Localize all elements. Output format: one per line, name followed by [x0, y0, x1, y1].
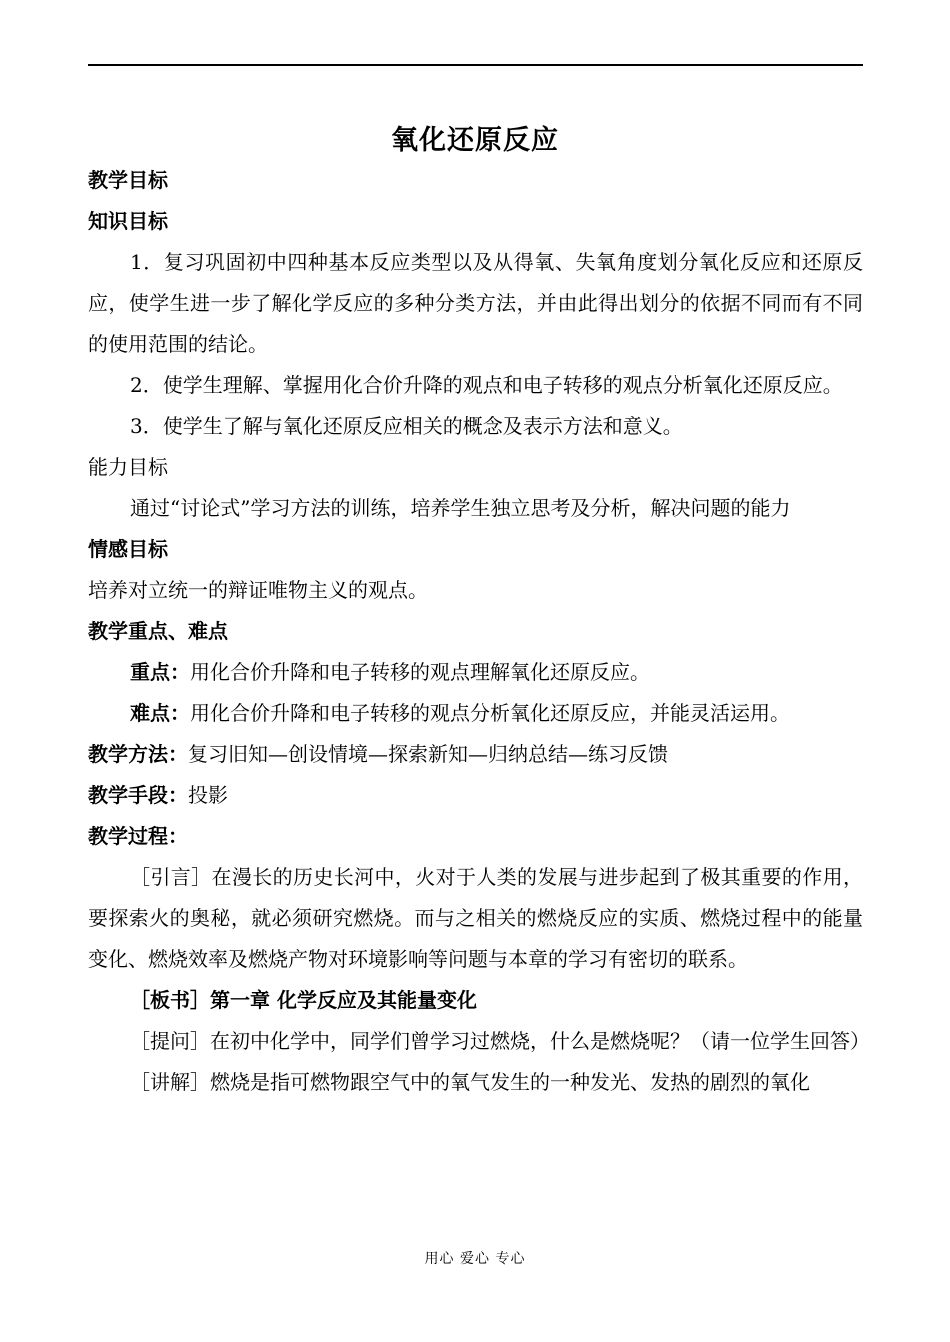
- heading-teaching-goals: 教学目标: [88, 168, 168, 192]
- heading-key-points: 教学重点、难点: [88, 619, 228, 643]
- difficult-point-label: 难点：: [130, 701, 190, 725]
- teaching-means-text: 投影: [188, 783, 228, 807]
- key-point-line: [88, 652, 863, 693]
- key-point-label: 重点：: [130, 660, 190, 684]
- heading-teaching-process: 教学过程：: [88, 824, 188, 848]
- paragraph-goal-3: 3．使学生了解与氧化还原反应相关的概念及表示方法和意义。: [130, 414, 683, 438]
- heading-emotion-goals: 情感目标: [88, 537, 168, 561]
- difficult-point-line: [88, 693, 863, 734]
- paragraph-goal-2: 2．使学生理解、掌握用化合价升降的观点和电子转移的观点分析氧化还原反应。: [130, 373, 843, 397]
- paragraph-goal-1: 1．复习巩固初中四种基本反应类型以及从得氧、失氧角度划分氧化反应和还原反应，使学生进一步了解化学反应的多种分类方法，并由此得出划分的依据不同而有不同的使用范围的结论。: [88, 250, 863, 356]
- document-body: [88, 160, 870, 1103]
- paragraph-emotion: 培养对立统一的辩证唯物主义的观点。: [88, 578, 428, 602]
- paragraph-question: ［提问］在初中化学中，同学们曾学习过燃烧，什么是燃烧呢？（请一位学生回答）: [130, 1029, 870, 1053]
- teaching-means-line: [88, 775, 863, 816]
- heading-knowledge-goals: 知识目标: [88, 209, 168, 233]
- page-title: 氧化还原反应: [391, 125, 559, 156]
- key-point-text: 用化合价升降和电子转移的观点理解氧化还原反应。: [190, 660, 650, 684]
- difficult-point-text: 用化合价升降和电子转移的观点分析氧化还原反应，并能灵活运用。: [190, 701, 790, 725]
- teaching-method-text: 复习旧知—创设情境—探索新知—归纳总结—练习反馈: [188, 742, 668, 766]
- page-footer: 用心 爱心 专心: [424, 1251, 526, 1267]
- teaching-means-label: 教学手段：: [88, 783, 188, 807]
- paragraph-introduction: ［引言］在漫长的历史长河中，火对于人类的发展与进步起到了极其重要的作用，要探索火的奥秘，就必须研究燃烧。而与之相关的燃烧反应的实质、燃烧过程中的能量变化、燃烧效率及燃烧产物对环境影响等问题与本章的学习有密切的联系。: [88, 865, 863, 971]
- paragraph-blackboard: ［板书］第一章 化学反应及其能量变化: [130, 988, 477, 1012]
- header-rule: [88, 64, 863, 66]
- teaching-method-label: 教学方法：: [88, 742, 188, 766]
- teaching-method-line: [88, 734, 863, 775]
- paragraph-explanation: ［讲解］燃烧是指可燃物跟空气中的氧气发生的一种发光、发热的剧烈的氧化: [130, 1070, 810, 1094]
- heading-ability-goals: 能力目标: [88, 455, 168, 479]
- paragraph-ability: 通过“讨论式”学习方法的训练，培养学生独立思考及分析，解决问题的能力: [130, 496, 791, 520]
